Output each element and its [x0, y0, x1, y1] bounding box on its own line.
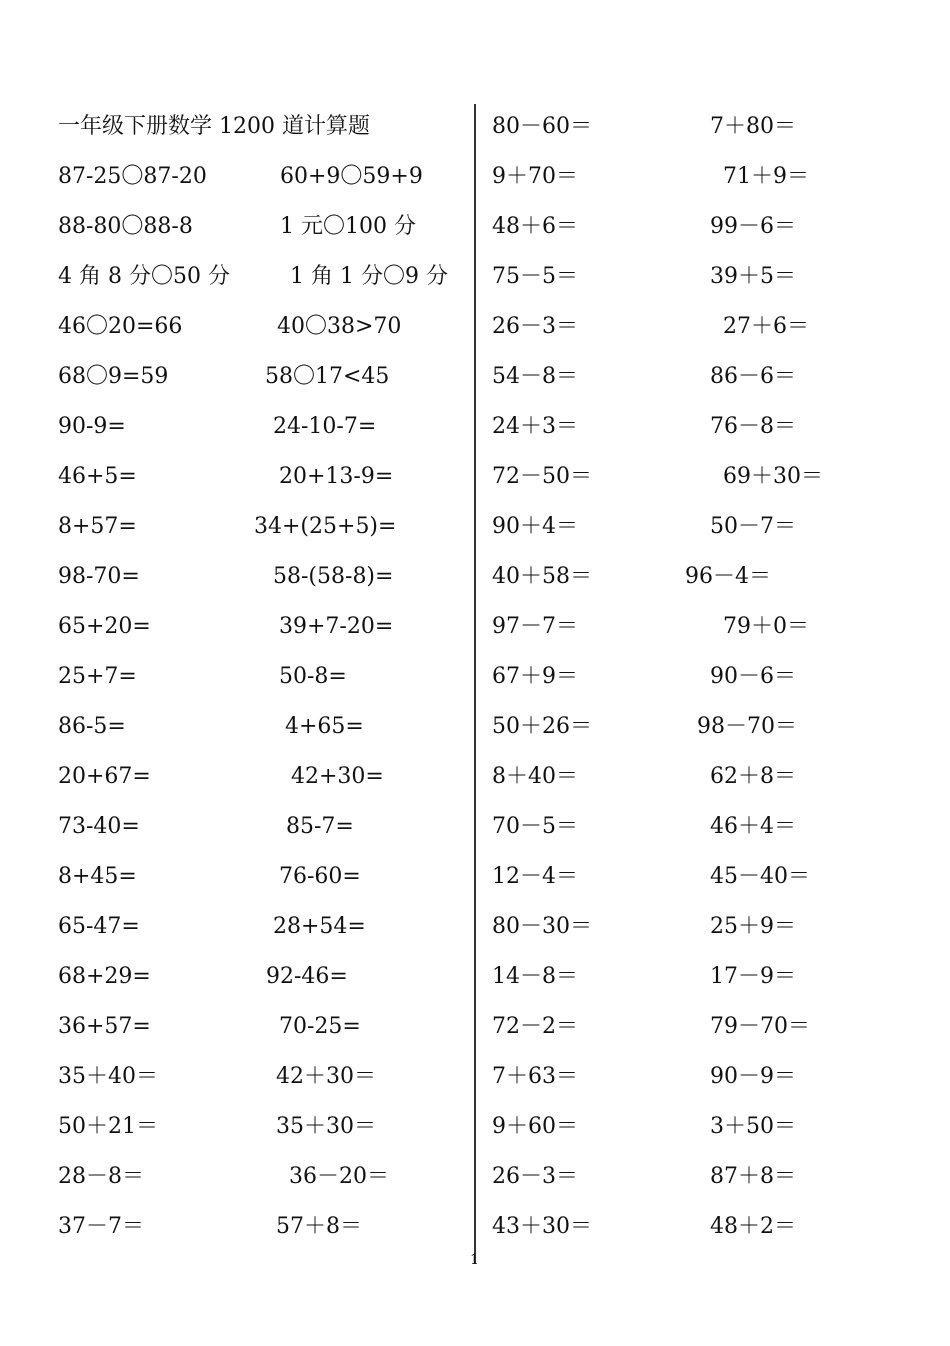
problem-left: 46〇20=66: [58, 314, 183, 339]
problem-right: 98－70＝: [697, 714, 797, 739]
problem-left: 35＋40＝: [58, 1064, 158, 1089]
problem-left: 72－2＝: [492, 1014, 578, 1039]
problem-row: [58, 607, 463, 657]
problem-right: 1 角 1 分〇9 分: [290, 264, 448, 289]
problem-left: 20+67=: [58, 764, 151, 789]
problem-right: 20+13-9=: [279, 464, 394, 489]
problem-row: [58, 757, 463, 807]
problem-row: [492, 1007, 932, 1057]
problem-right: 39+7-20=: [279, 614, 394, 639]
column-divider: [474, 104, 476, 1264]
problem-row: [58, 707, 463, 757]
problem-row: [492, 607, 932, 657]
problem-left: 4 角 8 分〇50 分: [58, 264, 230, 289]
problem-left: 8+57=: [58, 514, 137, 539]
problem-row: [492, 407, 932, 457]
problem-row: [492, 1157, 932, 1207]
problem-left: 43＋30＝: [492, 1214, 592, 1239]
problem-left: 86-5=: [58, 714, 126, 739]
problem-left: 37－7＝: [58, 1214, 144, 1239]
problem-left: 50＋26＝: [492, 714, 592, 739]
problem-right: 99－6＝: [710, 214, 796, 239]
problem-right: 7＋80＝: [710, 114, 796, 139]
problem-row: [58, 207, 463, 257]
problem-row: [58, 1107, 463, 1157]
problem-row: [492, 1057, 932, 1107]
problem-left: 72－50＝: [492, 464, 592, 489]
problem-right: 27＋6＝: [723, 314, 809, 339]
problem-right: 58〇17<45: [265, 364, 390, 389]
right-column: [492, 107, 932, 1257]
worksheet-title-row: [58, 107, 463, 157]
problem-right: 40〇38>70: [277, 314, 402, 339]
problem-row: [58, 657, 463, 707]
problem-row: [58, 1207, 463, 1257]
problem-right: 25＋9＝: [710, 914, 796, 939]
problem-row: [58, 407, 463, 457]
problem-right: 92-46=: [266, 964, 348, 989]
problem-row: [58, 857, 463, 907]
problem-right: 79＋0＝: [723, 614, 809, 639]
problem-left: 50＋21＝: [58, 1114, 158, 1139]
problem-right: 45－40＝: [710, 864, 810, 889]
problem-row: [492, 1207, 932, 1257]
problem-row: [492, 107, 932, 157]
problem-right: 58-(58-8)=: [273, 564, 394, 589]
problem-left: 26－3＝: [492, 1164, 578, 1189]
problem-left: 12－4＝: [492, 864, 578, 889]
problem-right: 60+9〇59+9: [280, 164, 423, 189]
problem-row: [58, 1007, 463, 1057]
problem-row: [492, 757, 932, 807]
page-number: 1: [470, 1252, 479, 1268]
problem-row: [492, 207, 932, 257]
problem-row: [58, 157, 463, 207]
problem-right: 42＋30＝: [276, 1064, 376, 1089]
problem-right: 42+30=: [291, 764, 384, 789]
problem-row: [58, 1157, 463, 1207]
problem-row: [58, 807, 463, 857]
problem-left: 54－8＝: [492, 364, 578, 389]
problem-left: 7＋63＝: [492, 1064, 578, 1089]
problem-right: 76－8＝: [710, 414, 796, 439]
problem-left: 28－8＝: [58, 1164, 144, 1189]
problem-row: [58, 307, 463, 357]
problem-row: [58, 457, 463, 507]
problem-left: 80－30＝: [492, 914, 592, 939]
problem-right: 79－70＝: [710, 1014, 810, 1039]
problem-left: 90＋4＝: [492, 514, 578, 539]
problem-right: 46＋4＝: [710, 814, 796, 839]
problem-left: 26－3＝: [492, 314, 578, 339]
problem-row: [492, 707, 932, 757]
problem-right: 50－7＝: [710, 514, 796, 539]
problem-row: [492, 957, 932, 1007]
problem-left: 9＋60＝: [492, 1114, 578, 1139]
problem-left: 88-80〇88-8: [58, 214, 193, 239]
problem-left: 90-9=: [58, 414, 126, 439]
problem-right: 48＋2＝: [710, 1214, 796, 1239]
problem-row: [492, 557, 932, 607]
problem-row: [58, 557, 463, 607]
problem-right: 36－20＝: [289, 1164, 389, 1189]
problem-row: [58, 357, 463, 407]
problem-left: 70－5＝: [492, 814, 578, 839]
problem-row: [492, 507, 932, 557]
problem-right: 4+65=: [285, 714, 364, 739]
problem-row: [492, 657, 932, 707]
problem-left: 97－7＝: [492, 614, 578, 639]
problem-row: [58, 957, 463, 1007]
problem-left: 80－60＝: [492, 114, 592, 139]
problem-left: 75－5＝: [492, 264, 578, 289]
problem-left: 48＋6＝: [492, 214, 578, 239]
problem-row: [58, 257, 463, 307]
problem-right: 3＋50＝: [710, 1114, 796, 1139]
problem-right: 90－6＝: [710, 664, 796, 689]
problem-row: [492, 257, 932, 307]
problem-row: [492, 1107, 932, 1157]
problem-left: 68〇9=59: [58, 364, 169, 389]
problem-left: 40＋58＝: [492, 564, 592, 589]
problem-row: [492, 307, 932, 357]
problem-left: 73-40=: [58, 814, 140, 839]
problem-left: 8＋40＝: [492, 764, 578, 789]
problem-right: 62＋8＝: [710, 764, 796, 789]
problem-left: 68+29=: [58, 964, 151, 989]
problem-right: 28+54=: [273, 914, 366, 939]
problem-right: 86－6＝: [710, 364, 796, 389]
problem-left: 98-70=: [58, 564, 140, 589]
problem-left: 8+45=: [58, 864, 137, 889]
problem-left: 65-47=: [58, 914, 140, 939]
problem-right: 96－4＝: [685, 564, 771, 589]
problem-row: [58, 507, 463, 557]
problem-row: [492, 157, 932, 207]
problem-right: 85-7=: [286, 814, 354, 839]
problem-right: 87＋8＝: [710, 1164, 796, 1189]
problem-right: 57＋8＝: [276, 1214, 362, 1239]
left-column: [58, 107, 463, 1257]
problem-right: 24-10-7=: [273, 414, 377, 439]
problem-row: [492, 857, 932, 907]
worksheet-title: 一年级下册数学 1200 道计算题: [58, 114, 370, 139]
problem-left: 87-25〇87-20: [58, 164, 207, 189]
problem-right: 17－9＝: [710, 964, 796, 989]
problem-left: 67＋9＝: [492, 664, 578, 689]
left-problem-list: [58, 157, 463, 1257]
problem-left: 25+7=: [58, 664, 137, 689]
problem-right: 39＋5＝: [710, 264, 796, 289]
problem-row: [492, 907, 932, 957]
problem-left: 65+20=: [58, 614, 151, 639]
problem-left: 9＋70＝: [492, 164, 578, 189]
problem-right: 90－9＝: [710, 1064, 796, 1089]
problem-row: [58, 907, 463, 957]
problem-right: 69＋30＝: [723, 464, 823, 489]
problem-right: 50-8=: [279, 664, 347, 689]
problem-left: 14－8＝: [492, 964, 578, 989]
right-problem-list: [492, 107, 932, 1257]
problem-right: 1 元〇100 分: [280, 214, 416, 239]
problem-row: [492, 457, 932, 507]
problem-row: [492, 357, 932, 407]
problem-row: [492, 807, 932, 857]
problem-left: 36+57=: [58, 1014, 151, 1039]
problem-right: 34+(25+5)=: [254, 514, 397, 539]
problem-right: 71＋9＝: [723, 164, 809, 189]
problem-right: 76-60=: [279, 864, 361, 889]
problem-right: 70-25=: [279, 1014, 361, 1039]
problem-right: 35＋30＝: [276, 1114, 376, 1139]
problem-left: 46+5=: [58, 464, 137, 489]
problem-row: [58, 1057, 463, 1107]
problem-left: 24＋3＝: [492, 414, 578, 439]
